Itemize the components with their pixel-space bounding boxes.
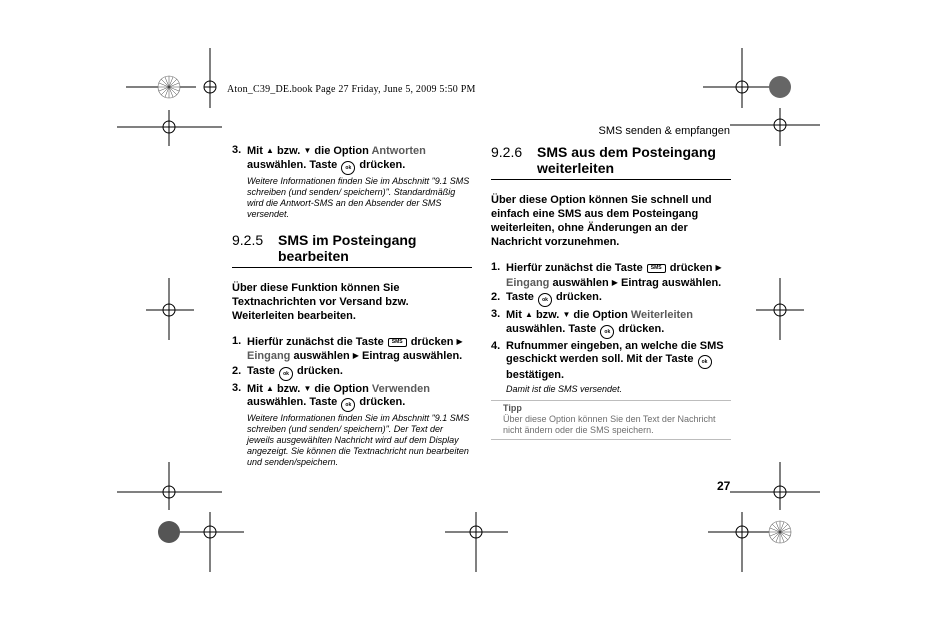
section-number: 9.2.5 xyxy=(232,231,264,248)
arrow-right-icon: ▶ xyxy=(456,336,463,346)
step-number: 3. xyxy=(491,308,501,320)
sms-key-icon: SMS xyxy=(388,338,407,347)
step-2 xyxy=(232,365,472,381)
section-intro: Über diese Funktion können Sie Textnachrichten vor Versand bzw. Weiterleiten bearbeiten. xyxy=(232,281,409,322)
step-text: auswählen. Taste xyxy=(506,322,597,335)
arrow-right-icon: ▶ xyxy=(611,277,618,287)
step-3 xyxy=(232,382,472,469)
section-intro: Über diese Option können Sie schnell und einfach eine SMS aus dem Posteingang weiterleiten, ohne Änderungen an der Nachricht vorzunehmen. xyxy=(491,194,712,248)
step-text: Mit xyxy=(247,382,263,395)
step-text: auswählen. Taste xyxy=(247,158,338,171)
step-text: auswählen. Taste xyxy=(247,396,338,408)
step-number: 3. xyxy=(232,381,242,394)
section-number: 9.2.6 xyxy=(491,144,523,160)
tip-text: Über diese Option können Sie den Text der Nachricht nicht ändern oder die SMS speichern. xyxy=(503,413,716,435)
step-number: 4. xyxy=(491,339,501,352)
step-1 xyxy=(491,261,731,290)
menu-option-label: Antworten xyxy=(371,145,426,157)
right-column xyxy=(491,144,731,440)
step-number: 3. xyxy=(232,144,242,156)
step-text: Eintrag auswählen. xyxy=(361,350,463,362)
page-number: 27 xyxy=(717,479,731,493)
up-arrow-icon: ▲ xyxy=(524,310,533,319)
arrow-right-icon: ▶ xyxy=(352,351,359,360)
step-text: drücken xyxy=(410,335,454,348)
step-text: Taste xyxy=(506,291,534,303)
step-number: 1. xyxy=(491,261,501,273)
step-4 xyxy=(491,340,731,395)
step-text: drücken. xyxy=(359,396,406,408)
ok-key-icon: ok xyxy=(698,355,712,369)
step-text: Rufnummer eingeben, an welche die SMS geschickt werden soll. Mit der Taste xyxy=(506,339,724,365)
step-text: Mit xyxy=(506,309,522,321)
sms-key-icon: SMS xyxy=(647,264,666,273)
ok-key-icon: ok xyxy=(341,161,355,175)
step-number: 2. xyxy=(232,364,242,377)
ok-key-icon: ok xyxy=(538,293,552,307)
running-title: SMS senden & empfangen xyxy=(598,125,730,137)
tip-label: Tipp xyxy=(503,402,522,413)
menu-option-label: Eingang xyxy=(247,350,291,362)
step-text: die Option xyxy=(314,382,369,395)
step-text: Eintrag auswählen. xyxy=(620,276,722,289)
ok-key-icon: ok xyxy=(341,398,355,412)
step-text: drücken. xyxy=(297,364,343,377)
section-title: SMS im Posteingang bearbeiten xyxy=(278,231,417,264)
step-3-answer xyxy=(232,144,472,220)
step-text: Hierfür zunächst die Taste xyxy=(247,335,384,348)
menu-option-label: Eingang xyxy=(506,276,550,289)
step-text: die Option xyxy=(314,145,369,157)
step-note: Weitere Informationen finden Sie im Abschnitt "9.1 SMS schreiben (und senden/ speichern)". Standardmäßig wird die Antwort-SMS an den Absender der SMS versendet. xyxy=(247,175,470,219)
up-arrow-icon: ▲ xyxy=(265,146,274,155)
step-text: bzw. xyxy=(276,145,301,157)
ok-key-icon: ok xyxy=(279,367,293,381)
down-arrow-icon: ▼ xyxy=(303,383,312,393)
down-arrow-icon: ▼ xyxy=(562,310,571,319)
up-arrow-icon: ▲ xyxy=(265,383,274,393)
step-note: Damit ist die SMS versendet. xyxy=(506,383,623,394)
step-text: Mit xyxy=(247,145,263,157)
down-arrow-icon: ▼ xyxy=(303,146,312,155)
arrow-right-icon: ▶ xyxy=(715,263,722,272)
step-number: 1. xyxy=(232,334,242,347)
book-file-header: Aton_C39_DE.book Page 27 Friday, June 5, 2009 5:50 PM xyxy=(227,84,476,95)
step-number: 2. xyxy=(491,291,501,303)
tip-box xyxy=(491,400,731,440)
step-text: drücken. xyxy=(618,322,665,335)
section-title: SMS aus dem Posteingang weiterleiten xyxy=(537,144,716,176)
step-text: drücken. xyxy=(556,291,602,303)
step-text: auswählen xyxy=(552,276,609,289)
step-text: bestätigen. xyxy=(506,369,565,381)
menu-option-label: Verwenden xyxy=(371,382,430,395)
step-text: die Option xyxy=(573,309,628,321)
section-heading-9-2-6 xyxy=(491,144,731,180)
step-text: drücken xyxy=(669,262,713,274)
step-1 xyxy=(232,335,472,364)
step-text: drücken. xyxy=(359,158,406,171)
step-text: bzw. xyxy=(276,382,301,395)
step-text: Hierfür zunächst die Taste xyxy=(506,262,643,274)
section-heading-9-2-5 xyxy=(232,232,472,268)
ok-key-icon: ok xyxy=(600,325,614,339)
step-2 xyxy=(491,291,731,307)
menu-option-label: Weiterleiten xyxy=(630,309,694,321)
step-3 xyxy=(491,308,731,339)
step-text: Taste xyxy=(247,364,275,377)
step-note: Weitere Informationen finden Sie im Abschnitt "9.1 SMS schreiben (und senden/ speichern)". Der Text der jeweils ausgewählten Nachricht wird auf dem Display angezeigt. Sie können die Textnachricht nun bearbeiten und senden/speichern. xyxy=(247,413,470,467)
left-column xyxy=(232,144,472,469)
step-text: auswählen xyxy=(293,350,350,362)
step-text: bzw. xyxy=(535,309,560,321)
